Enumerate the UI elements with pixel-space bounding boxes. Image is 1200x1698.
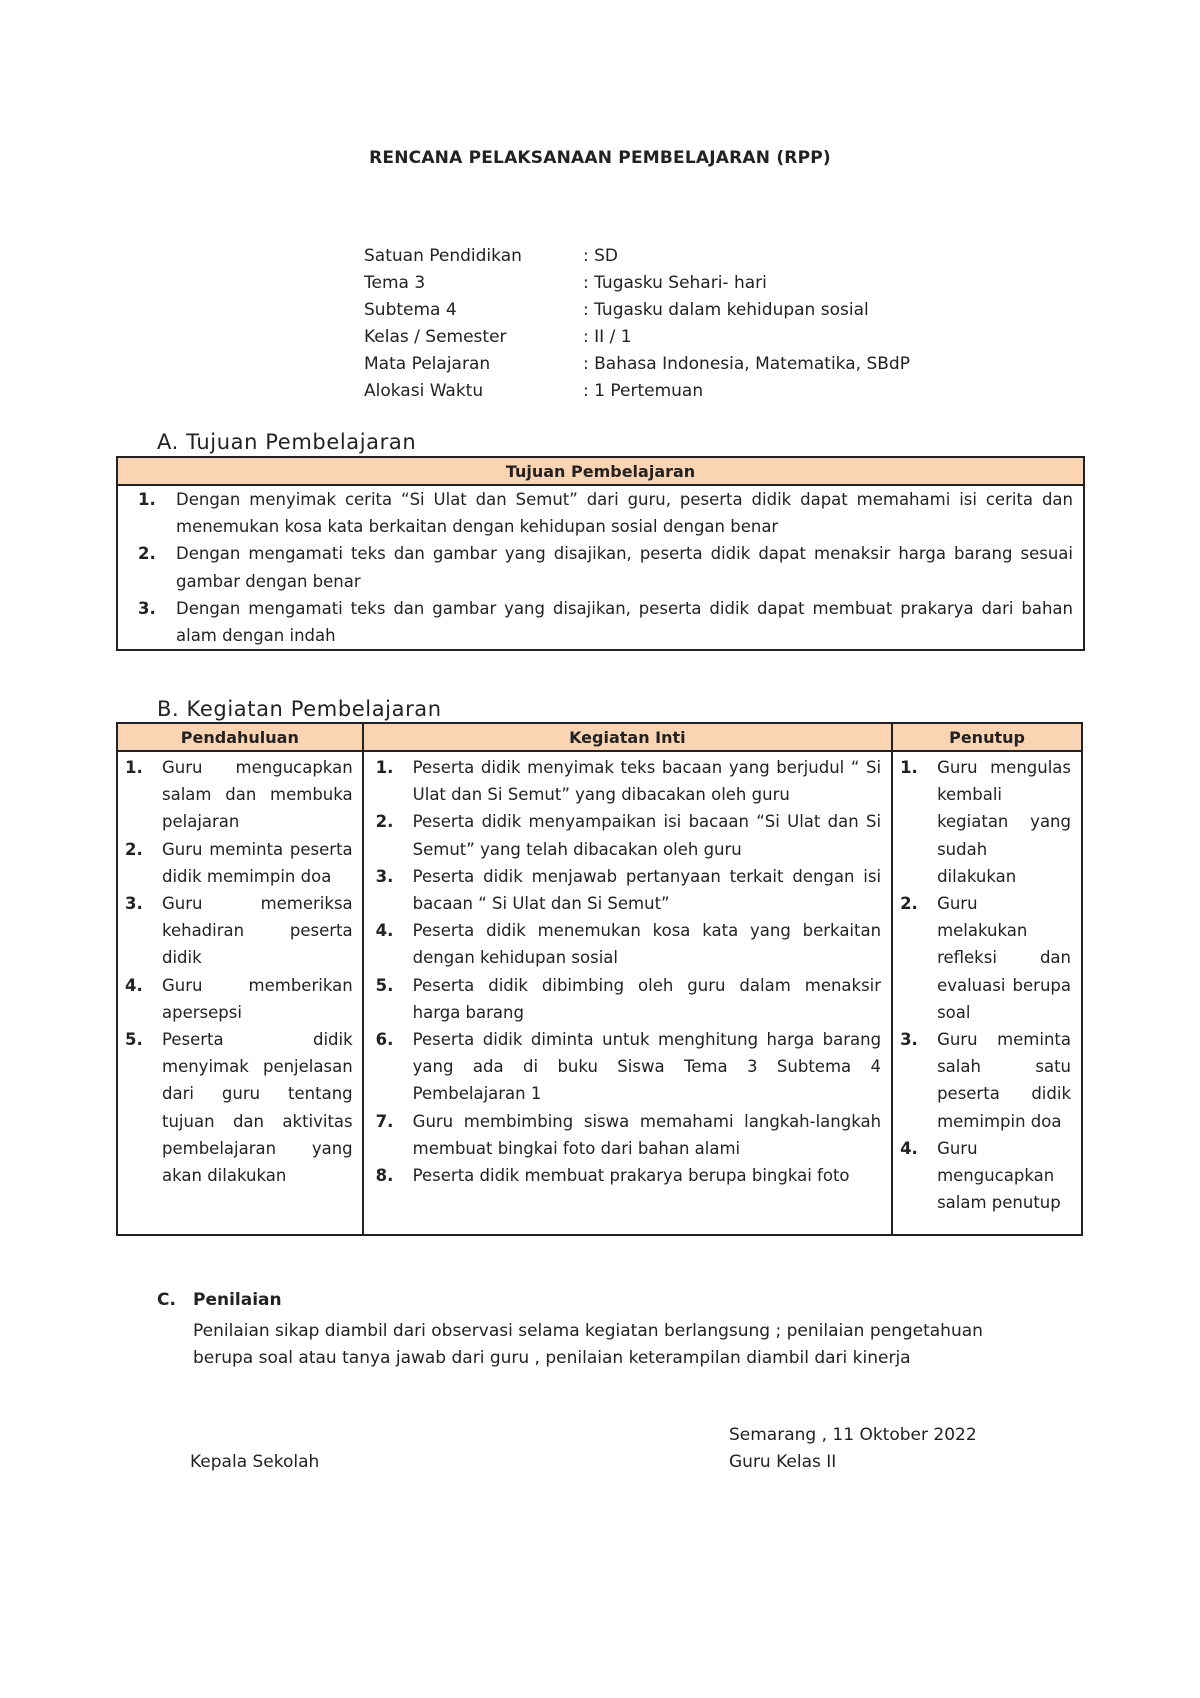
list-number: 3. — [900, 1030, 918, 1050]
section-c-letter: C. — [157, 1290, 176, 1310]
page-title: RENCANA PELAKSANAAN PEMBELAJARAN (RPP) — [369, 148, 831, 168]
list-text: Peserta didik menyimak teks bacaan yang berjudul “ Si Ulat dan Si Semut” yang dibacakan oleh guru — [412, 758, 882, 805]
list-item — [376, 1162, 881, 1189]
pendahuluan-list — [125, 754, 353, 1189]
list-item — [125, 836, 353, 890]
list-number: 1. — [125, 758, 143, 777]
list-text: Peserta didik menyampaikan isi bacaan “Si Ulat dan Si Semut” yang telah dibacakan oleh guru — [412, 812, 882, 859]
list-item — [138, 595, 1073, 649]
list-number: 2. — [375, 812, 394, 832]
list-number: 3. — [138, 598, 156, 618]
identity-row — [364, 324, 910, 351]
identity-label: Subtema 4 — [364, 300, 457, 320]
teacher-title: Guru Kelas II — [729, 1452, 837, 1472]
identity-value: : Tugasku dalam kehidupan sosial — [583, 300, 869, 320]
list-item — [376, 917, 881, 971]
penilaian-text: Penilaian sikap diambil dari observasi selama kegiatan berlangsung ; penilaian pengetahuan berupa soal atau tanya jawab dari guru , penilaian keterampilan diambil dari kinerja — [193, 1321, 983, 1368]
tujuan-table — [116, 456, 1085, 651]
list-item — [138, 540, 1073, 594]
list-text: Guru mengucapkan salam dan membuka pelajaran — [162, 758, 353, 832]
list-number: 4. — [125, 975, 143, 995]
list-text: Guru memeriksa kehadiran peserta didik — [162, 894, 353, 968]
identity-label: Tema 3 — [364, 273, 426, 293]
list-item — [125, 1026, 353, 1189]
identity-block — [364, 243, 910, 405]
list-item — [376, 808, 881, 862]
identity-row — [364, 297, 910, 324]
list-text: Peserta didik membuat prakarya berupa bingkai foto — [412, 1166, 850, 1186]
pendahuluan-cell — [117, 751, 363, 1235]
list-text: Dengan mengamati teks dan gambar yang disajikan, peserta didik dapat menaksir harga barang sesuai gambar dengan benar — [176, 544, 1073, 591]
tujuan-cell — [117, 485, 1084, 650]
column-header-penutup: Penutup — [892, 723, 1082, 751]
kegiatan-table — [116, 722, 1083, 1236]
section-b-heading: B. Kegiatan Pembelajaran — [157, 697, 442, 721]
list-text: Peserta didik dibimbing oleh guru dalam menaksir harga barang — [412, 975, 882, 1022]
list-text: Peserta didik menjawab pertanyaan terkait dengan isi bacaan “ Si Ulat dan Si Semut” — [412, 866, 882, 914]
list-text: Guru mengucapkan salam penutup — [937, 1138, 1061, 1213]
list-number: 2. — [900, 894, 918, 914]
list-text: Guru meminta peserta didik memimpin doa — [162, 839, 353, 886]
list-item — [376, 1026, 881, 1108]
column-header-inti: Kegiatan Inti — [363, 723, 892, 751]
list-number: 3. — [125, 894, 143, 914]
penutup-list — [900, 754, 1071, 1216]
inti-list — [376, 754, 881, 1189]
list-item — [138, 486, 1073, 540]
column-header-pendahuluan: Pendahuluan — [117, 723, 363, 751]
list-number: 7. — [375, 1111, 394, 1131]
list-item — [376, 972, 881, 1026]
list-number: 5. — [375, 975, 394, 995]
identity-row — [364, 378, 910, 405]
list-number: 6. — [375, 1030, 394, 1050]
identity-value: : Bahasa Indonesia, Matematika, SBdP — [583, 354, 910, 374]
list-item — [376, 863, 881, 917]
identity-label: Alokasi Waktu — [364, 381, 484, 401]
list-text: Guru membimbing siswa memahami langkah-langkah membuat bingkai foto dari bahan alami — [412, 1111, 882, 1158]
identity-label: Kelas / Semester — [364, 327, 507, 347]
list-number: 2. — [138, 544, 156, 564]
identity-label: Mata Pelajaran — [364, 354, 491, 374]
list-number: 4. — [900, 1138, 918, 1158]
list-number: 5. — [125, 1030, 143, 1050]
list-item — [900, 754, 1071, 890]
list-item — [125, 972, 353, 1026]
section-a-heading: A. Tujuan Pembelajaran — [157, 430, 417, 454]
identity-row — [364, 270, 910, 297]
list-text: Dengan menyimak cerita “Si Ulat dan Semut” dari guru, peserta didik dapat memahami isi cerita dan menemukan kosa kata berkaitan dengan kehidupan sosial dengan benar — [176, 490, 1073, 537]
list-text: Guru melakukan refleksi dan evaluasi berupa soal — [937, 894, 1071, 1022]
penutup-cell — [892, 751, 1082, 1235]
identity-value: : Tugasku Sehari- hari — [583, 273, 767, 293]
list-text: Peserta didik diminta untuk menghitung harga barang yang ada di buku Siswa Tema 3 Subtema 4 Pembelajaran 1 — [412, 1030, 882, 1104]
list-number: 3. — [375, 866, 394, 886]
list-item — [900, 1135, 1071, 1217]
list-number: 4. — [375, 921, 394, 941]
identity-row — [364, 351, 910, 378]
inti-cell — [363, 751, 892, 1235]
section-c-heading — [157, 1290, 282, 1310]
tujuan-table-header: Tujuan Pembelajaran — [117, 457, 1084, 485]
section-c-title: Penilaian — [193, 1290, 282, 1310]
identity-value: : II / 1 — [583, 327, 632, 347]
list-number: 2. — [125, 839, 143, 859]
list-item — [125, 754, 353, 836]
list-number: 1. — [900, 758, 918, 777]
list-item — [376, 1108, 881, 1162]
list-number: 8. — [375, 1166, 394, 1186]
list-item — [376, 754, 881, 808]
list-item — [900, 890, 1071, 1026]
list-text: Guru mengulas kembali kegiatan yang sudah dilakukan — [937, 758, 1071, 886]
list-text: Peserta didik menemukan kosa kata yang berkaitan dengan kehidupan sosial — [412, 921, 882, 968]
list-item — [125, 890, 353, 972]
identity-row — [364, 243, 910, 270]
tujuan-list — [138, 486, 1073, 649]
identity-value: : 1 Pertemuan — [583, 381, 704, 401]
list-text: Guru memberikan apersepsi — [162, 975, 353, 1022]
list-text: Dengan mengamati teks dan gambar yang disajikan, peserta didik dapat membuat prakarya dari bahan alam dengan indah — [176, 598, 1073, 646]
identity-label: Satuan Pendidikan — [364, 246, 522, 266]
list-number: 1. — [375, 758, 394, 777]
identity-value: : SD — [583, 246, 619, 266]
principal-title: Kepala Sekolah — [190, 1452, 320, 1472]
place-date: Semarang , 11 Oktober 2022 — [729, 1425, 977, 1445]
list-text: Peserta didik menyimak penjelasan dari guru tentang tujuan dan aktivitas pembelajaran yang akan dilakukan — [162, 1030, 353, 1186]
list-number: 1. — [138, 490, 156, 509]
list-text: Guru meminta salah satu peserta didik memimpin doa — [937, 1030, 1071, 1131]
list-item — [900, 1026, 1071, 1135]
